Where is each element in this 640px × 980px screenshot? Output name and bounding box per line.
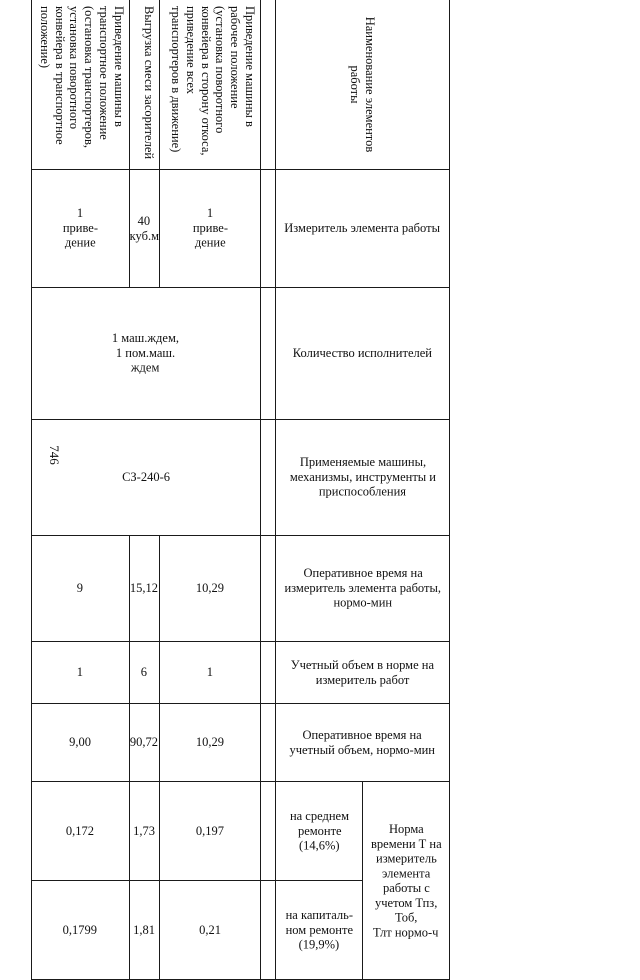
row-op-time-volume: 90,72: [129, 704, 159, 782]
spacer-cell: [261, 881, 276, 980]
row-meter: 1 приве- дение: [31, 170, 129, 288]
row-norm-mid-repair: 0,172: [31, 782, 129, 881]
row-op-time-volume: 9,00: [31, 704, 129, 782]
spacer-cell: [261, 0, 276, 170]
spacer-cell: [261, 420, 276, 536]
header-name: Наименование элементов работы: [276, 0, 450, 170]
spacer-cell: [261, 642, 276, 704]
row-name: Приведение машины в транспортное положение (остановка транспортеров, установка поворотного конвейера в транспортное положение): [31, 0, 129, 170]
spacer-cell: [261, 782, 276, 881]
row-op-time: 15,12: [129, 536, 159, 642]
row-norm-capital-repair: 1,81: [129, 881, 159, 980]
row-op-time: 10,29: [160, 536, 261, 642]
row-executors: 1 маш.ждем, 1 пом.маш. ждем: [31, 288, 260, 420]
row-count-volume: 6: [129, 642, 159, 704]
header-op-time: Оперативное время на измеритель элемента работы, нормо-мин: [276, 536, 450, 642]
header-meter: Измеритель элемента работы: [276, 170, 450, 288]
header-count-volume: Учетный объем в норме на измеритель работ: [276, 642, 450, 704]
row-norm-mid-repair: 1,73: [129, 782, 159, 881]
spacer-cell: [261, 704, 276, 782]
spacer-row: [261, 0, 276, 980]
header-op-time-volume: Оперативное время на учетный объем, нормо-мин: [276, 704, 450, 782]
header-norm-time: Норма времени Т на измеритель элемента работы с учетом Тпз, Тоб, Тлт нормо-ч: [363, 782, 450, 980]
row-machines: СЗ-240-6: [31, 420, 260, 536]
table-row: [160, 0, 261, 980]
row-op-time-volume: 10,29: [160, 704, 261, 782]
header-machines: Применяемые машины, механизмы, инструменты и приспособления: [276, 420, 450, 536]
header-norm-mid-repair: на среднем ремонте (14,6%): [276, 782, 363, 881]
row-count-volume: 1: [160, 642, 261, 704]
row-norm-mid-repair: 0,197: [160, 782, 261, 881]
row-count-volume: 1: [31, 642, 129, 704]
row-norm-capital-repair: 0,1799: [31, 881, 129, 980]
spacer-cell: [261, 170, 276, 288]
header-row: [363, 0, 450, 980]
spacer-cell: [261, 536, 276, 642]
row-op-time: 9: [31, 536, 129, 642]
work-norms-table: [31, 0, 450, 980]
row-meter: 1 приве- дение: [160, 170, 261, 288]
row-name: Выгрузка смеси засорителей: [129, 0, 159, 170]
header-executors: Количество исполнителей: [276, 288, 450, 420]
header-norm-capital-repair: на капиталь- ном ремонте (19,9%): [276, 881, 363, 980]
page-number: 746: [47, 445, 62, 465]
row-norm-capital-repair: 0,21: [160, 881, 261, 980]
row-meter: 40 куб.м: [129, 170, 159, 288]
row-name: Приведение машины в рабочее положение (установка поворотного конвейера в сторону откоса, приведение всех транспортеров в движение): [160, 0, 261, 170]
spacer-cell: [261, 288, 276, 420]
